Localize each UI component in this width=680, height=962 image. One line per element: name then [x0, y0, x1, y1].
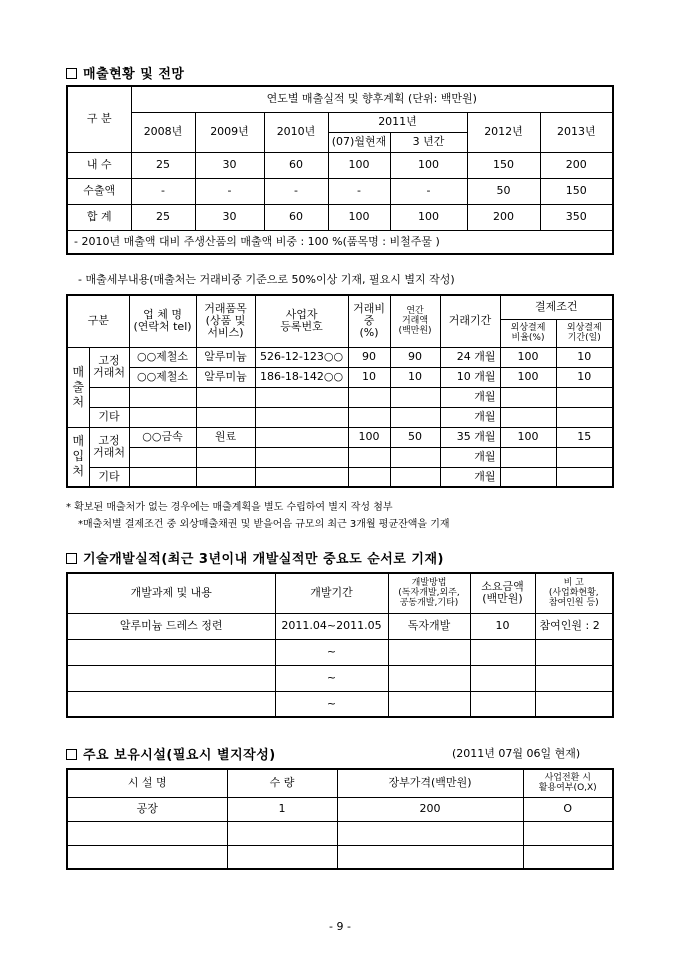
terms-days-header: 외상결제 기간(일)	[556, 319, 613, 347]
date-note: (2011년 07월 06일 현재)	[452, 747, 581, 760]
section3-title: 기술개발실적(최근 3년이내 개발실적만 중요도 순서로 기재)	[66, 548, 444, 567]
terms-header: 결제조건	[500, 295, 613, 319]
bizno-header: 사업자 등록번호	[255, 295, 348, 347]
item-header: 거래품목 (상품 및 서비스)	[196, 295, 255, 347]
year-header: 2010년	[264, 112, 328, 152]
year-header: 2012년	[467, 112, 540, 152]
facility-table: 시 설 명 수 량 장부가격(백만원) 사업전환 시 활용여부(O,X) 공장 1 200 O	[66, 768, 614, 870]
note-2: *매출처별 결제조건 중 외상매출채권 및 받을어음 규모의 최근 3개월 평균잔액을 기재	[78, 519, 450, 530]
table-row: ~	[67, 665, 613, 691]
table-row: ~	[67, 691, 613, 717]
table-row: 알루미늄 드레스 정련 2011.04~2011.05 독자개발 10 참여인원 : 2	[67, 613, 613, 639]
table-row: 기타 개월	[67, 467, 613, 487]
amount-header: 연간 거래액 (백만원)	[390, 295, 440, 347]
tech-dev-table: 개발과제 및 내용 개발기간 개발방법 (독자개발,외주, 공동개발,기타) 소요금액 (백만원) 비 고 (사업화현황, 참여인원 등) 알루미늄 드레스 정련 2011.04~2011.05 독자개발 10 참여인원 : 2 ~ ~ ~	[66, 572, 614, 718]
table-row: 내 수 25 30 60 100 100 150 200	[67, 152, 613, 178]
table-row: 기타 개월	[67, 407, 613, 427]
group-label-sales: 매 출 처	[67, 347, 89, 427]
period-header: 거래기간	[440, 295, 500, 347]
subyear-header: (07)월현재	[328, 132, 390, 152]
table-row: 공장 1 200 O	[67, 797, 613, 821]
checkbox-icon	[66, 749, 77, 760]
table-row	[67, 845, 613, 869]
gubun-header: 구 분	[67, 86, 131, 152]
main-header: 연도별 매출실적 및 향후계획 (단위: 백만원)	[131, 86, 613, 112]
terms-ratio-header: 외상결제 비율(%)	[500, 319, 556, 347]
year-header: 2009년	[195, 112, 264, 152]
table-row: 매 출 처 고정 거래처 ○○제철소 알루미늄 526-12-123○○ 90 90 24 개월 100 10	[67, 347, 613, 367]
table-row: 합 계 25 30 60 100 100 200 350	[67, 204, 613, 230]
table-row: 개월	[67, 387, 613, 407]
sales-table	[66, 85, 614, 255]
checkbox-icon	[66, 553, 77, 564]
page-number: - 9 -	[329, 920, 351, 933]
section1-title: 매출현황 및 전망	[66, 63, 184, 82]
sales-detail-table	[66, 294, 614, 488]
subyear-header: 3 년간	[390, 132, 467, 152]
ratio-header: 거래비 중 (%)	[348, 295, 390, 347]
table-row	[67, 821, 613, 845]
year-header: 2013년	[540, 112, 613, 152]
section4-title: 주요 보유시설(필요시 별지작성)	[66, 744, 276, 763]
table-row: ~	[67, 639, 613, 665]
note-1: * 확보된 매출처가 없는 경우에는 매출계획을 별도 수립하여 별지 작성 첨부	[66, 502, 393, 513]
sales-footnote: - 2010년 매출액 대비 주생산품의 매출액 비중 : 100 %(품목명 : 비철주물 )	[67, 230, 613, 254]
table-row: 개월	[67, 447, 613, 467]
table-row: 매 입 처 고정 거래처 ○○금속 원료 100 50 35 개월 100 15	[67, 427, 613, 447]
gubun-header: 구분	[67, 295, 129, 347]
company-header: 업 체 명 (연락처 tel)	[129, 295, 196, 347]
table-row: 수출액 - - - - - 50 150	[67, 178, 613, 204]
group-label-purchase: 매 입 처	[67, 427, 89, 487]
year-header: 2011년	[328, 112, 467, 132]
table-row: ○○제철소 알루미늄 186-18-142○○ 10 10 10 개월 100 10	[67, 367, 613, 387]
section2-caption: - 매출세부내용(매출처는 거래비중 기준으로 50%이상 기재, 필요시 별지 작성)	[78, 273, 455, 286]
checkbox-icon	[66, 68, 77, 79]
year-header: 2008년	[131, 112, 195, 152]
